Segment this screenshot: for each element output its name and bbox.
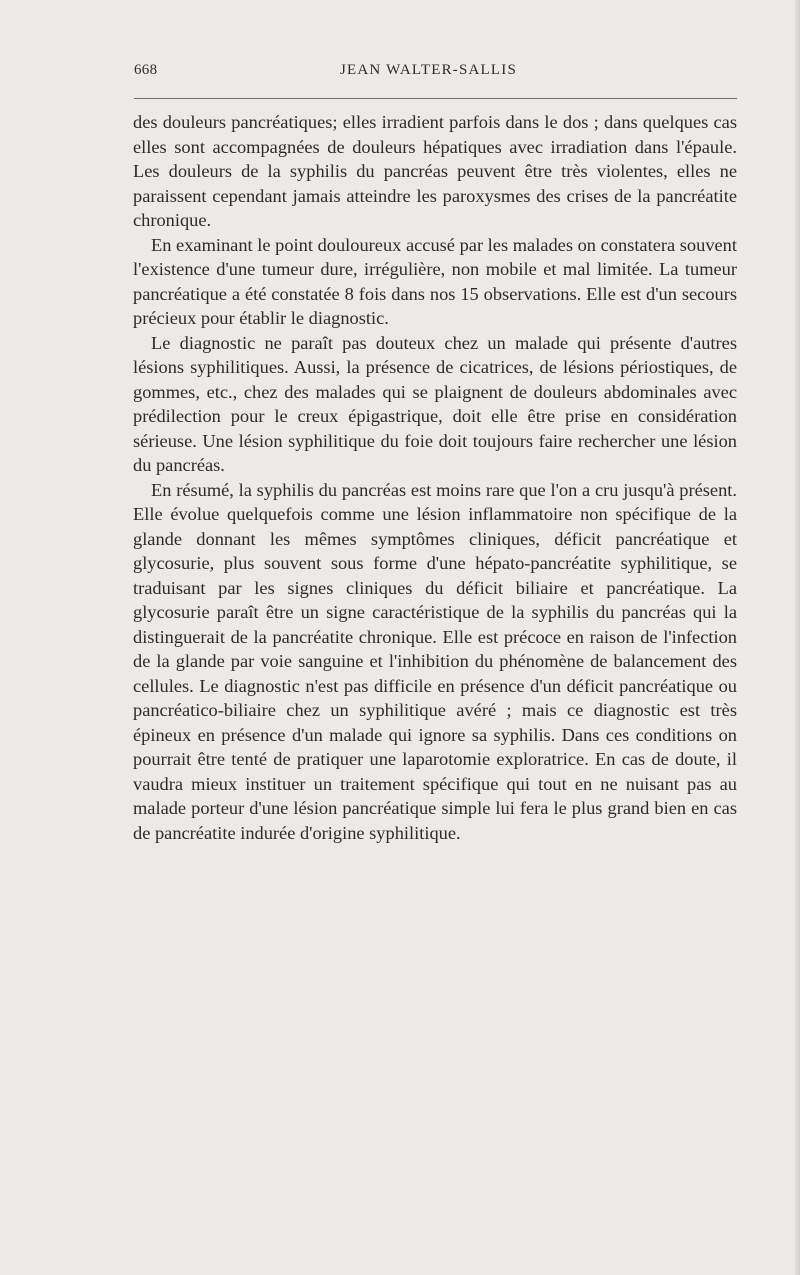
paragraph-tumeur: En examinant le point douloureux accusé par les malades on constatera souvent l'existence d'une tumeur dure, irrégulière, non mobile et mal limitée. La tumeur pancréatique a été constatée 8 fois dans nos 15 observations. Elle est d'un secours précieux pour établir le diagnostic.	[133, 234, 737, 328]
paragraph-diagnostic: Le diagnostic ne paraît pas douteux chez un malade qui présente d'autres lésions syphilitiques. Aussi, la présence de cicatrices, de lésions périostiques, de gommes, etc., chez des malades qui se plaignent de douleurs abdominales avec prédilection pour le creux épigastrique, doit elle être prise en considération sérieuse. Une lésion syphilitique du foie doit toujours faire rechercher une lésion du pancréas.	[133, 332, 737, 475]
page-header	[134, 62, 738, 86]
page-number: 668	[134, 62, 158, 78]
page-edge-shadow	[795, 0, 800, 1275]
paragraph-resume: En résumé, la syphilis du pancréas est moins rare que l'on a cru jusqu'à présent. Elle évolue quelquefois comme une lésion inflammatoire non spécifique de la glande donnant les mêmes symptômes cliniques, déficit pancréatique et glycosurie, plus souvent sous forme d'une hépato-pancréatite syphilitique, se traduisant par les signes cliniques du déficit biliaire et pancréatique. La glycosurie paraît être un signe caractéristique de la syphilis du pancréas qui la distinguerait de la pancréatite chronique. Elle est précoce en raison de l'infection de la glande par voie sanguine et l'inhibition du phénomène de balancement des cellules. Le diagnostic n'est pas difficile en présence d'un déficit pancréatique ou pancréatico-biliaire chez un syphilitique avéré ; mais ce diagnostic est très épineux en présence d'un malade qui ignore sa syphilis. Dans ces conditions on pourrait être tenté de pratiquer une laparotomie exploratrice. En cas de doute, il vaudra mieux instituer un traitement spécifique qui tout en ne nuisant pas au malade porteur d'une lésion pancréatique simple lui fera le plus grand bien en cas de pancréatite indurée d'origine syphilitique.	[133, 479, 737, 843]
paragraph-continuation: des douleurs pancréatiques; elles irradient parfois dans le dos ; dans quelques cas elles sont accompagnées de douleurs hépatiques avec irradiation dans l'épaule. Les douleurs de la syphilis du pancréas peuvent être très violentes, elles ne paraissent cependant jamais atteindre les paroxysmes des crises de la pancréatite chronique.	[133, 112, 737, 230]
running-head-title: JEAN WALTER-SALLIS	[340, 62, 518, 78]
header-rule	[134, 98, 737, 99]
body-text	[133, 110, 737, 845]
